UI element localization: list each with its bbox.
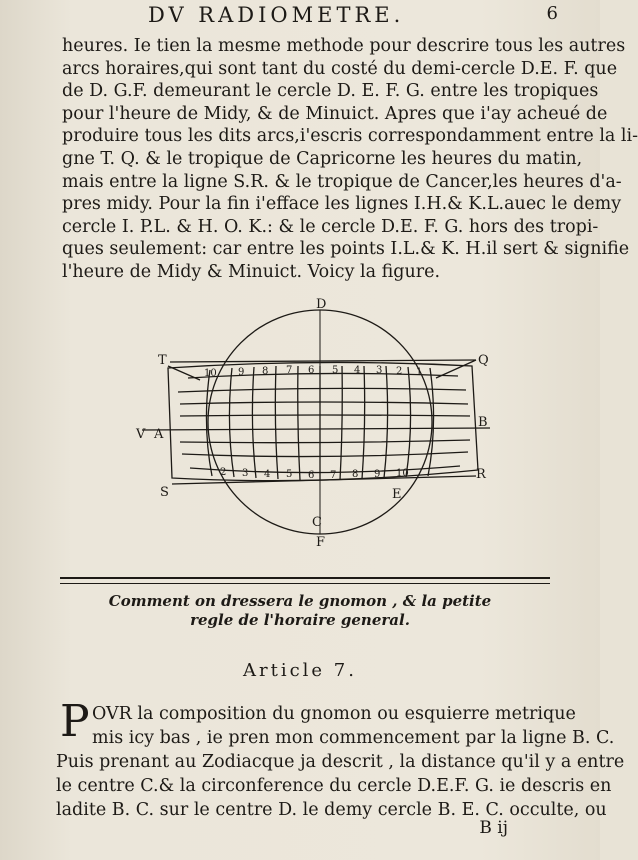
- radiometre-figure: [136, 297, 500, 550]
- bottom-hour: 3: [242, 468, 249, 479]
- bottom-hour: 2: [220, 467, 227, 478]
- top-hour: 6: [308, 365, 315, 376]
- text-line: heures. Ie tien la mesme methode pour descrire tous les autres: [62, 36, 626, 56]
- label-v: V: [136, 427, 146, 442]
- equator-line: [142, 428, 490, 430]
- text-line: arcs horaires,qui sont tant du costé du demi-cercle D.E. F. que: [62, 58, 618, 79]
- bottom-hour: 5: [286, 469, 293, 480]
- caption-line-2: regle de l'horaire general.: [190, 611, 410, 629]
- running-head: [0, 3, 600, 27]
- running-title: DV RADIOMETRE.: [148, 3, 405, 27]
- bottom-hour: 7: [330, 470, 337, 481]
- line-tq: [170, 360, 476, 362]
- drop-capital: P: [60, 696, 90, 747]
- label-c: C: [312, 515, 322, 530]
- text-line: mis icy bas , ie pren mon commencement par la ligne B. C.: [92, 728, 615, 748]
- paragraph-1: [62, 35, 638, 284]
- text-line: pour l'heure de Midy, & de Minuict. Apres que i'ay acheué de: [62, 103, 608, 124]
- text-line: cercle I. P.L. & H. O. K.: & le cercle D.E. F. G. hors des tropi-: [62, 216, 599, 237]
- top-hour: 7: [286, 365, 293, 376]
- label-r: R: [476, 467, 486, 482]
- label-t: T: [158, 353, 167, 368]
- label-b: B: [478, 415, 488, 430]
- article-heading: Article 7.: [243, 660, 357, 681]
- top-hour: 8: [262, 366, 269, 377]
- text-line: Puis prenant au Zodiacque ja descrit , la distance qu'il y a entre: [56, 752, 625, 772]
- divider-rule: [60, 577, 550, 579]
- top-hour: 2: [396, 366, 403, 377]
- label-e: E: [392, 487, 402, 502]
- caption-line-1: Comment on dressera le gnomon , & la petite: [108, 592, 492, 610]
- text-line: mais entre la ligne S.R. & le tropique de Cancer,les heures d'a-: [62, 171, 622, 192]
- bottom-hour: 6: [308, 470, 315, 481]
- text-line: l'heure de Midy & Minuict. Voicy la figure.: [62, 261, 441, 282]
- label-a: A: [154, 427, 164, 442]
- text-line: ladite B. C. sur le centre D. le demy cercle B. E. C. occulte, ou: [56, 800, 607, 820]
- bottom-hour: 4: [264, 469, 271, 480]
- signature-mark: B ij: [479, 818, 508, 838]
- top-hour: 4: [354, 365, 361, 376]
- label-d: D: [316, 297, 327, 312]
- page-number: 6: [546, 3, 558, 24]
- bottom-hour: 9: [374, 469, 381, 480]
- text-line: OVR la composition du gnomon ou esquierre metrique: [92, 704, 576, 724]
- top-hour: 10: [204, 368, 217, 379]
- top-hour: 9: [238, 367, 245, 378]
- text-line: produire tous les dits arcs,i'escris correspondamment entre la li-: [62, 126, 638, 147]
- label-s: S: [160, 485, 169, 500]
- text-line: pres midy. Pour la fin i'efface les lignes I.H.& K.L.auec le demy: [62, 194, 622, 215]
- text-line: gne T. Q. & le tropique de Capricorne les heures du matin,: [62, 148, 583, 169]
- top-hour: 3: [376, 365, 383, 376]
- top-hour: 5: [332, 365, 339, 376]
- text-line: ques seulement: car entre les points I.L.& K. H.il sert & signifie: [62, 239, 630, 260]
- top-hour: 1: [416, 367, 423, 378]
- text-line: le centre C.& la circonference du cercle D.E.F. G. ie descris en: [56, 776, 612, 796]
- text-line: de D. G.F. demeurant le cercle D. E. F. G. entre les tropiques: [62, 81, 599, 102]
- label-q: Q: [478, 353, 489, 368]
- label-f: F: [316, 535, 326, 550]
- bottom-hour: 8: [352, 469, 359, 480]
- divider-rule-thin: [60, 583, 550, 584]
- paragraph-2: [56, 696, 625, 822]
- bottom-hour: 10: [396, 468, 409, 479]
